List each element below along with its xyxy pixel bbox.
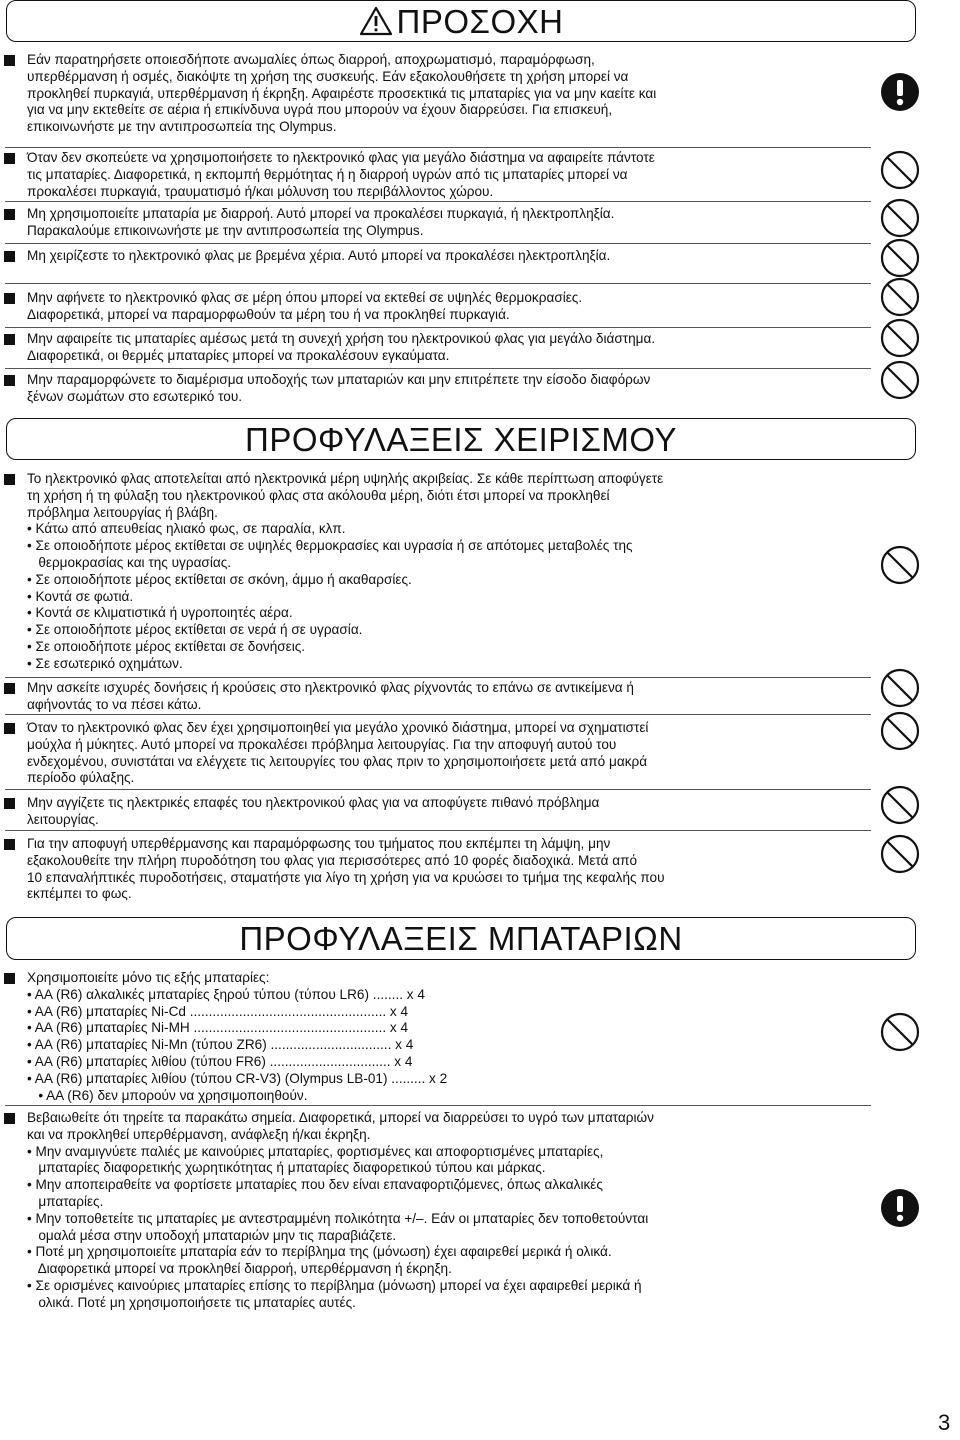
text-line: υπερθέρμανση ή οσμές, διακόψτε τη χρήση της συσκευής. Εάν εξακολουθήσετε τη χρήση μπορεί να [27, 68, 629, 84]
section-title: ΠΡΟΦΥΛΑΞΕΙΣ ΧΕΙΡΙΣΜΟΥ [245, 421, 677, 458]
list-item [27, 150, 867, 200]
exclamation-icon [880, 1188, 920, 1228]
text-line: ολικά. Ποτέ μη χρησιμοποιήσετε τις μπαταρίες αυτές. [27, 1294, 356, 1310]
text-line: • Ποτέ μη χρησιμοποιείτε μπαταρία εάν το περίβλημα της (μόνωση) έχει αφαιρεθεί μερικά ή ολικά. [27, 1244, 612, 1260]
text-line: Όταν το ηλεκτρονικό φλας δεν έχει χρησιμοποιηθεί για μεγάλο χρονικό διάστημα, μπορεί να σχηματιστεί [27, 720, 649, 735]
list-item [27, 52, 867, 136]
bullet-square [4, 55, 15, 66]
text-line: εκπέμπει το φως. [27, 886, 132, 902]
list-item [27, 836, 867, 903]
divider [5, 147, 871, 148]
list-item [27, 471, 867, 673]
text-line: • Σε εσωτερικό οχημάτων. [27, 655, 183, 671]
text-line: ενδεχομένου, συνιστάται να ελέγχετε τις λειτουργίες του φλας πριν το χρησιμοποιήσετε μετά από μακρά [27, 753, 648, 769]
section-header-handling [6, 418, 916, 460]
divider [5, 201, 871, 202]
text-line: • AA (R6) μπαταρίες λιθίου (τύπου CR-V3) (Olympus LB-01) ......... x 2 [27, 1070, 448, 1086]
text-line: • Σε οποιοδήποτε μέρος εκτίθεται σε σκόνη, άμμο ή ακαθαρσίες. [27, 571, 412, 587]
text-line: μπαταρίες διαφορετικής χωρητικότητας ή μπαταρίες διαφορετικού τύπου και μάρκας. [27, 1160, 546, 1176]
warning-triangle-icon [359, 6, 393, 36]
text-line: Μην παραμορφώνετε το διαμέρισμα υποδοχής των μπαταριών και μην επιτρέπετε την είσοδο διαφόρων [27, 372, 651, 387]
prohibition-icon [880, 834, 920, 874]
text-line: Εάν παρατηρήσετε οποιεσδήποτε ανωμαλίες όπως διαρροή, αποχρωματισμό, παραμόρφωση, [27, 52, 595, 67]
prohibition-icon [880, 711, 920, 751]
text-line: πρόβλημα λειτουργίας ή βλάβη. [27, 504, 218, 520]
prohibition-icon [880, 545, 920, 585]
text-line: Διαφορετικά μπορεί να προκληθεί διαρροή, υπερθέρμανση ή έκρηξη. [27, 1261, 452, 1277]
text-line: για να μην εκτεθείτε σε αέρια ή επικίνδυνα υγρά που μπορούν να έχουν διαρρεύσει. Για επισκευή, [27, 102, 613, 118]
text-line: μούχλα ή μύκητες. Αυτό μπορεί να προκαλέσει πρόβλημα λειτουργίας. Για την αποφυγή αυτού του [27, 736, 617, 752]
exclamation-icon [880, 72, 920, 112]
bullet-square [4, 723, 15, 734]
prohibition-icon [880, 785, 920, 825]
divider [5, 283, 871, 284]
prohibition-icon [880, 668, 920, 708]
text-line: προκαλέσει πυρκαγιά, τραυματισμό ή/και μόλυνση του περιβάλλοντος χώρου. [27, 183, 494, 199]
bullet-square [4, 839, 15, 850]
list-item [27, 720, 867, 787]
text-line: • AA (R6) μπαταρίες λιθίου (τύπου FR6) ................................ x 4 [27, 1053, 413, 1069]
prohibition-icon [880, 277, 920, 317]
section-header-caution [6, 0, 916, 42]
text-line: • Κοντά σε φωτιά. [27, 588, 134, 604]
text-line: • AA (R6) δεν μπορούν να χρησιμοποιηθούν. [27, 1087, 308, 1103]
bullet-square [4, 375, 15, 386]
list-item [27, 331, 867, 365]
bullet-square [4, 209, 15, 220]
bullet-square [4, 683, 15, 694]
text-line: • AA (R6) μπαταρίες Ni-Cd .................................................... x 4 [27, 1003, 409, 1019]
text-line: Μην αφαιρείτε τις μπαταρίες αμέσως μετά τη συνεχή χρήση του ηλεκτρονικού φλας για μεγάλο διάστημα. [27, 331, 656, 346]
text-line: Το ηλεκτρονικό φλας αποτελείται από ηλεκτρονικά μέρη υψηλής ακριβείας. Σε κάθε περίπτωση αποφύγετε [27, 471, 664, 486]
prohibition-icon [880, 318, 920, 358]
divider [5, 243, 871, 244]
prohibition-icon [880, 150, 920, 190]
text-line: • Κάτω από απευθείας ηλιακό φως, σε παραλία, κλπ. [27, 521, 346, 537]
list-item [27, 290, 867, 324]
prohibition-icon [880, 198, 920, 238]
divider [5, 327, 871, 328]
text-line: λειτουργίας. [27, 811, 99, 827]
bullet-square [4, 153, 15, 164]
text-line: • Μην αποπειραθείτε να φορτίσετε μπαταρίες που δεν είναι επαναφορτιζόμενες, όπως αλκαλικές [27, 1177, 603, 1193]
divider [5, 789, 871, 790]
section-header-batteries [6, 917, 916, 960]
text-line: Διαφορετικά, οι θερμές μπαταρίες μπορεί να προκαλέσουν εγκαύματα. [27, 347, 450, 363]
text-line: • Μην αναμιγνύετε παλιές με καινούριες μπαταρίες, φορτισμένες και αποφορτισμένες μπαταρίες, [27, 1143, 604, 1159]
list-item [27, 248, 867, 265]
bullet-square [4, 334, 15, 345]
text-line: θερμοκρασίας και της υγρασίας. [27, 554, 232, 570]
text-line: προκληθεί πυρκαγιά, υπερθέρμανση ή έκρηξη. Αφαιρέστε προσεκτικά τις μπαταρίες για να μην καείτε και [27, 85, 657, 101]
prohibition-icon [880, 360, 920, 400]
divider [5, 677, 871, 678]
text-line: • Σε οποιοδήποτε μέρος εκτίθεται σε υψηλές θερμοκρασίες και υγρασία ή σε απότομες μεταβολές της [27, 538, 633, 554]
bullet-square [4, 474, 15, 485]
divider [5, 1105, 871, 1106]
text-line: 10 επαναλήπτικές πυροδοτήσεις, σταματήστε για λίγο τη χρήση για να κρυώσει το τμήμα της κεφαλής που [27, 869, 665, 885]
text-line: Μην αγγίζετε τις ηλεκτρικές επαφές του ηλεκτρονικού φλας για να αποφύγετε πιθανό πρόβλημα [27, 795, 600, 810]
text-line: και να προκληθεί υπερθέρμανση, ανάφλεξη ή/και έκρηξη. [27, 1126, 371, 1142]
text-line: Μην αφήνετε το ηλεκτρονικό φλας σε μέρη όπου μπορεί να εκτεθεί σε υψηλές θερμοκρασίες. [27, 290, 583, 305]
list-item [27, 795, 867, 829]
text-line: μπαταρίες. [27, 1193, 104, 1209]
list-item [27, 372, 867, 406]
text-line: Όταν δεν σκοπεύετε να χρησιμοποιήσετε το ηλεκτρονικό φλας για μεγάλο διάστημα να αφαιρείτε πάντοτε [27, 150, 655, 165]
text-line: εξακολουθείτε την πλήρη πυροδότηση του φλας για περισσότερες από 10 φορές διαδοχικά. Μετά από [27, 852, 638, 868]
divider [5, 830, 871, 831]
text-line: • Σε οποιοδήποτε μέρος εκτίθεται σε δονήσεις. [27, 638, 306, 654]
list-item [27, 1110, 867, 1312]
prohibition-icon [880, 238, 920, 278]
text-line: επικοινωνήστε με την αντιπροσωπεία της Olympus. [27, 119, 337, 135]
text-line: • AA (R6) αλκαλικές μπαταρίες ξηρού τύπου (τύπου LR6) ........ x 4 [27, 986, 425, 1002]
divider [5, 714, 871, 715]
section-title: ΠΡΟΦΥΛΑΞΕΙΣ ΜΠΑΤΑΡΙΩΝ [239, 920, 683, 957]
text-line: Παρακαλούμε επικοινωνήστε με την αντιπροσωπεία της Olympus. [27, 222, 424, 238]
text-line: • AA (R6) μπαταρίες Ni-MH ................................................... x 4 [27, 1020, 409, 1036]
text-line: ξένων σωμάτων στο εσωτερικό του. [27, 388, 243, 404]
text-line: Βεβαιωθείτε ότι τηρείτε τα παρακάτω σημεία. Διαφορετικά, μπορεί να διαρρεύσει το υγρό των μπαταριών [27, 1110, 654, 1125]
text-line: • Μην τοποθετείτε τις μπαταρίες με αντεστραμμένη πολικότητα +/–. Εάν οι μπαταρίες δεν τοποθετούνται [27, 1210, 649, 1226]
page-number: 3 [938, 1410, 951, 1435]
text-line: τις μπαταρίες. Διαφορετικά, η εκπομπή θερμότητας ή η διαρροή υγρών από τις μπαταρίες μπορεί να [27, 166, 628, 182]
prohibition-icon [880, 1012, 920, 1052]
text-line: • Σε οποιοδήποτε μέρος εκτίθεται σε νερά ή σε υγρασία. [27, 622, 363, 638]
section-title: ΠΡΟΣΟΧΗ [396, 3, 564, 40]
bullet-square [4, 973, 15, 984]
bullet-square [4, 798, 15, 809]
text-line: Διαφορετικά, μπορεί να παραμορφωθούν τα μέρη του ή να προκληθεί πυρκαγιά. [27, 306, 510, 322]
text-line: • Κοντά σε κλιματιστικά ή υγροποιητές αέρα. [27, 605, 293, 621]
bullet-square [4, 251, 15, 262]
text-line: περίοδο φύλαξης. [27, 770, 135, 786]
text-line: • AA (R6) μπαταρίες Ni-Mn (τύπου ZR6) ................................ x 4 [27, 1037, 414, 1053]
text-line: Χρησιμοποιείτε μόνο τις εξής μπαταρίες: [27, 970, 270, 985]
text-line: αφήνοντάς το να πέσει κάτω. [27, 696, 202, 712]
text-line: τη χρήση ή τη φύλαξη του ηλεκτρονικού φλας στα ακόλουθα μέρη, διότι έτσι μπορεί να προκληθεί [27, 487, 610, 503]
text-line: Για την αποφυγή υπερθέρμανσης και παραμόρφωσης του τμήματος που εκπέμπει τη λάμψη, μην [27, 836, 611, 851]
bullet-square [4, 293, 15, 304]
text-line: ομαλά μέσα στην υποδοχή μπαταριών μην τις παραβιάζετε. [27, 1227, 397, 1243]
text-line: • Σε ορισμένες καινούριες μπαταρίες επίσης το περίβλημα (μόνωση) μπορεί να έχει αφαιρεθεί μερικά ή [27, 1277, 642, 1293]
text-line: Μην ασκείτε ισχυρές δονήσεις ή κρούσεις στο ηλεκτρονικό φλας ρίχνοντάς το επάνω σε αντικείμενα ή [27, 680, 634, 695]
text-line: Μη χρησιμοποιείτε μπαταρία με διαρροή. Αυτό μπορεί να προκαλέσει πυρκαγιά, ή ηλεκτροπληξία. [27, 206, 615, 221]
text-line: Μη χειρίζεστε το ηλεκτρονικό φλας με βρεμένα χέρια. Αυτό μπορεί να προκαλέσει ηλεκτροπληξία. [27, 248, 611, 263]
list-item [27, 206, 867, 240]
divider [5, 368, 871, 369]
list-item [27, 680, 867, 714]
bullet-square [4, 1113, 15, 1124]
list-item [27, 970, 867, 1104]
